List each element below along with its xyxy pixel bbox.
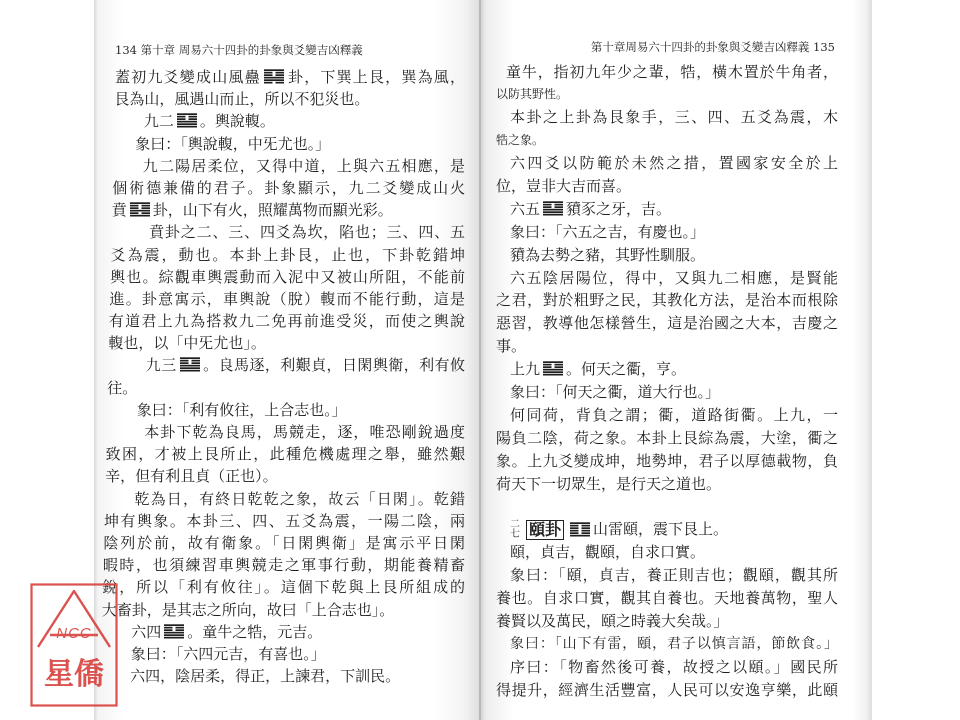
left-page-text — [100, 66, 465, 687]
text-line: 養也。自求口實，觀其自養也。天地養萬物，聖人 — [496, 588, 838, 607]
text-line — [101, 621, 465, 643]
text-line: 本卦下乾為良馬，馬競走，逐，唯恐剛銳過度 — [144, 423, 465, 441]
text-line: 六四，陰居柔，得正，上諫君，下訓民。 — [130, 667, 401, 686]
text-line: 六四爻以防範於未然之措，置國家安全於上 — [510, 154, 838, 173]
book-gutter — [479, 0, 481, 720]
text-line: 陽負二陰，荷之象。本卦上艮綜為震，大塗，衢之 — [496, 428, 838, 447]
text-line: 賁卦之二、三、四爻為坎，陷也；三、四、五 — [149, 223, 465, 242]
text-line: 象曰：「何天之衢，道大行也。」 — [510, 382, 721, 401]
text-line: 以防其野性。 — [496, 87, 569, 102]
text-line: 象曰：「六四元吉，有喜也。」 — [130, 644, 326, 663]
line-text: 卦，下巽上艮，巽為風， — [286, 68, 465, 86]
text-line: 個術德兼備的君子。卦象顯示，九二爻變成山火 — [112, 178, 465, 197]
line-text: 六四 — [131, 622, 162, 641]
text-line — [108, 354, 465, 376]
text-line: 象。上九爻變成坤，地勢坤，君子以厚德載物，負 — [496, 451, 838, 470]
line-text: 豶豕之牙，吉。 — [566, 199, 672, 218]
blank-line — [496, 495, 838, 518]
line-text: 賁 — [111, 201, 127, 220]
page-header: 第十章周易六十四卦的卦象與爻變吉凶釋義 135 — [590, 40, 835, 54]
section-number-bottom: 七 — [510, 528, 520, 540]
text-line: 本卦之上卦為艮象手，三、四、五爻為震，木 — [510, 108, 838, 127]
text-line: 艮為山，風遇山而止，所以不犯災也。 — [114, 90, 370, 109]
hexagram-da-chu-icon — [543, 201, 563, 216]
text-line: 輹也，以「中旡尤也」。 — [108, 334, 266, 353]
text-line — [496, 358, 838, 381]
line-text: 卦，山下有火，照耀萬物而顯光彩。 — [152, 201, 393, 220]
boxed-hexagram-title: 頤卦 — [526, 520, 564, 540]
text-line: 象曰：「頤，貞吉，養正則吉也；觀頤，觀其所 — [510, 566, 838, 585]
text-line: 象曰：「利有攸往，上合志也。」 — [136, 400, 347, 419]
line-text: 。良馬逐，利艱貞，日閑輿衛，利有攸 — [202, 356, 465, 375]
hexagram-da-chu-icon — [164, 624, 184, 639]
text-line: 致困，才被上艮所止，此種危機處理之舉，雖然艱 — [105, 445, 465, 464]
hexagram-yi-icon — [570, 522, 590, 537]
text-line: 乾為日，有終日乾乾之象，故云「日閑」。乾錯 — [134, 489, 465, 508]
line-text: 九三 — [145, 356, 177, 375]
logo-latin-text: NCC — [56, 625, 92, 642]
text-line: 象曰：「輿說輹，中旡尤也。」 — [135, 134, 331, 153]
section-heading-text: 山雷頤，震下艮上。 — [593, 520, 729, 539]
line-text: 蓋初九爻變成山風蠱 — [115, 68, 261, 86]
text-line — [112, 199, 465, 221]
text-line: 養賢以及萬民，頤之時義大矣哉。」 — [496, 611, 729, 630]
hexagram-da-chu-icon — [177, 113, 197, 128]
line-text: 六五 — [510, 199, 541, 218]
text-line: 何同荷，背負之謂；衢，道路街衢。上九，一 — [510, 405, 838, 424]
text-line: 六五陰居陽位，得中，又與九二相應，是賢能 — [510, 268, 838, 287]
text-line: 童牛，指初九年少之輩，牿，橫木置於牛角者， — [506, 62, 838, 81]
text-line: 事。 — [496, 337, 527, 356]
text-line: 有道君上九為搭救九二免再前進受災，而使之輿說 — [108, 312, 465, 331]
text-line: 輿也。綜觀車輿震動而入泥中又被山所阻，不能前 — [110, 267, 465, 286]
text-line: 序曰：「物畜然後可養，故授之以頤。」國民所 — [510, 657, 838, 676]
line-text: 上九 — [510, 360, 541, 379]
right-page-text — [496, 61, 838, 702]
text-line: 辛，但有利且貞（正也）。 — [105, 467, 278, 486]
section-number — [510, 520, 520, 540]
text-line: 豶為去勢之豬，其野性馴服。 — [510, 245, 706, 264]
hexagram-gu-icon — [264, 69, 284, 84]
text-line: 之君，對於粗野之民，其教化方法，是治本而根除 — [496, 291, 838, 310]
hexagram-bi-icon — [130, 202, 150, 217]
text-line: 象曰：「山下有雷，頤，君子以慎言語，節飲食。」 — [510, 635, 838, 652]
text-line: 牿之象。 — [496, 133, 545, 148]
text-line: 象曰：「六五之吉，有慶也。」 — [510, 222, 706, 241]
line-text: 。何天之衢，亨。 — [566, 360, 687, 379]
section-heading — [496, 518, 838, 541]
text-line: 位，豈非大吉而喜。 — [496, 176, 632, 195]
text-line: 坤有輿象。本卦三、四、五爻為震，一陽二陰，兩 — [104, 511, 465, 530]
section-number-top: 二 — [510, 518, 520, 530]
hexagram-da-chu-icon — [543, 361, 563, 376]
text-line: 銳，所以「利有攸往」。這個下乾與上艮所組成的 — [102, 578, 465, 597]
text-line: 進。卦意寓示，車輿說（脫）輹而不能行動，這是 — [109, 289, 465, 308]
text-line: 暇時，也須練習車輿競走之軍事行動，期能養精畜 — [102, 556, 465, 575]
text-line: 頤，貞吉，觀頤，自求口實。 — [510, 543, 706, 562]
text-line: 得提升，經濟生活豐富，人民可以安逸亨樂，此頤 — [496, 680, 838, 699]
text-line — [114, 110, 465, 132]
text-line — [115, 66, 465, 88]
page-header: 134 第十章 周易六十四卦的卦象與爻變吉凶釋義 — [115, 43, 363, 57]
text-line: 惡習，教導他怎樣營生，這是治國之大本，吉慶之 — [496, 314, 838, 333]
text-line: 大畜卦，是其志之所向，故曰「上合志也」。 — [101, 600, 395, 619]
logo-cjk-text: 星僑 — [44, 657, 104, 692]
hexagram-da-chu-icon — [180, 357, 200, 372]
text-line: 荷天下一切眾生，是行天之道也。 — [496, 474, 722, 493]
line-text: 。輿說輹。 — [199, 112, 275, 131]
text-line — [496, 198, 838, 221]
text-line: 爻為震，動也。本卦上卦艮，止也，下卦乾錯坤 — [110, 245, 465, 264]
text-line: 陰列於前，故有衛象。「日閑輿衛」是寓示平日閑 — [103, 533, 465, 552]
line-text: 九二 — [143, 112, 174, 131]
line-text: 。童牛之牿，元吉。 — [187, 622, 323, 641]
text-line: 九二陽居柔位，又得中道，上與六五相應，是 — [142, 156, 465, 175]
text-line: 往。 — [107, 378, 138, 397]
